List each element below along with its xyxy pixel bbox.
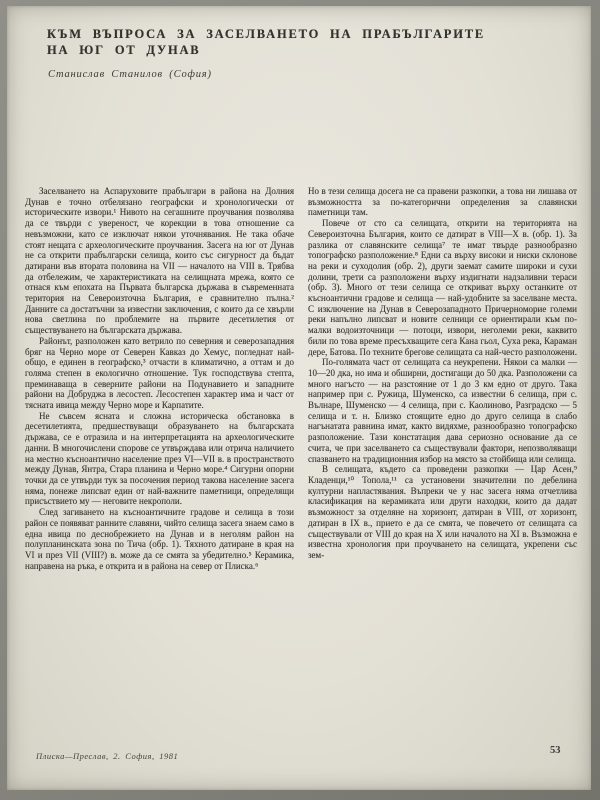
paragraph: По-голямата част от селищата са неукрепени. Някои са малки — 10—20 дка, но има и обширни, достигащи до 50 дка. Разположени са много нагъсто — на разстояние от 1 до 3 км едно от друго. Така например при с. Ружица, Шуменско, са известни 6 селища, при с. Вълнаре, Шуменско — 4 селища, при с. Каолиново, Разградско — 5 селища и т. н. Близко стоящите едно до друго селища в слабо нагънатата равнина имат, както видяхме, разнообразно топографско разположение. Тази констатация дава сериозно основание да се счита, че при заселването са съществували фактори, непозволяващи спазването на традиционния избор на място за стойбища или селища.: [308, 357, 577, 464]
right-column: [308, 186, 577, 571]
paragraph: Заселването на Аспаруховите прабългари в района на Долния Дунав е точно отбелязано географски и хронологически от историческите извори.¹ Нивото на сегашните проучвания позволява да се твърди с увереност, че корекции в това отношение са невъзможни, като се изключат някои уточнявания. Не така обаче стоят нещата с археологическите проучвания. Засега на юг от Дунав не са открити прабългарски селища, които със сигурност да бъдат датирани във втората половина на VII — началото на VIII в. Трябва да отбележим, че характеристиката на селищната мрежа, която се отнася към епохата на Първата българска държава в съвременната територия на Североизточна България, е сравнително пълна.² Данните са достатъчни за известни заключения, с които да се хвърли нова светлина по проблемите на първите десетилетия от съществуването на българската държава.: [25, 186, 294, 336]
paragraph: След загиването на късноантичните градове и селища в този район се появяват ранните славяни, чийто селища засега знаем само в една ивица по деснобрежието на Дунав и в неголям район на полупланинската зона по Тича (обр. 1). Тяхното датиране в края на VI и през VII (VIII?) в. може да се смята за убедително.⁵ Керамика, направена на ръка, е открита и в района на север от Плиска.⁶: [25, 507, 294, 571]
paragraph: Не съвсем ясната и сложна историческа обстановка в десетилетията, предшествуващи образуването на българската държава, се е отразила и на интерпретацията на археологическите данни. В многочислени спорове се утвърждава или отрича наличието на местно късноантично население през VI—VII в. в пространството между Дунав, Янтра, Стара планина и Черно море.⁴ Сигурни опорни точки да се утвърди тук за посочения период такова население засега няма, понеже липсват един от най-важните паметници, определящи присъствието му — неговите некрополи.: [25, 410, 294, 507]
text-columns: [25, 186, 578, 571]
article-title-line1: КЪМ ВЪПРОСА ЗА ЗАСЕЛВАНЕТО НА ПРАБЪЛГАРИТЕ: [47, 27, 486, 41]
paragraph: Но в тези селища досега не са правени разкопки, а това ни лишава от възможността за по-категорични определения за славянски паметници там.: [308, 186, 577, 218]
paragraph: Повече от сто са селищата, открити на територията на Североизточна България, които се датират в VIII—X в. (обр. 1). За разлика от славянските селища⁷ те имат твърде разнообразно топографско разположение.⁸ Едни са върху високи и ниски склонове на реки и суходолия (обр. 2), други заемат самите широки и сухи долини, трети са разположени върху издигнати надзаливни тераси (обр. 3). Много от тези селища се откриват върху останките от късноантични градове и селища — най-удобните за заселване места. С изключение на Дунав в Северозападното Причерноморие големи реки напълно липсват и новите селници се ориентирали към по-малки водоизточници — потоци, извори, неголеми реки, каквито били по това време пресъхващите сега Кана гьол, Суха река, Караман дере, Батова. По техните брегове селищата са най-често разположени.: [308, 218, 577, 357]
page-number: 53: [550, 745, 561, 756]
article-title: [47, 26, 562, 58]
article-author: Станислав Станилов (София): [48, 69, 212, 80]
paragraph: В селищата, където са проведени разкопки — Цар Асен,⁹ Кладенци,¹⁰ Топола,¹¹ са установени значителни по дебелина културни напластявания. Въпреки че у нас засега няма отчетлива класификация на керамиката или други находки, които да дадат възможност за отделяне на хоризонт, датиран в VIII, от хоризонт, датиран в IX в., прието е да се смята, че повечето от селищата са съществували от VIII до края на X или началото на XI в. Възможна е известна хронология при проучването на селищата, укрепени със зем-: [308, 464, 577, 560]
left-column: [25, 186, 294, 571]
article-title-line2: НА ЮГ ОТ ДУНАВ: [47, 43, 201, 57]
paragraph: Районът, разположен като ветрило по северния и северозападния бряг на Черно море от Северен Кавказ до Хемус, погледнат най-общо, е единен в географско,³ отчасти в климатично, а оттам и до голяма степен в екологично отношение. Тук господствува степта, преминаваща в северните райони на Подунавието и западните райони на Добруджа в лесостеп. Лесостепен характер има и част от тясната ивица между Черно море и Карпатите.: [25, 335, 294, 411]
footer-journal: Плиска—Преслав, 2. София, 1981: [36, 751, 179, 761]
